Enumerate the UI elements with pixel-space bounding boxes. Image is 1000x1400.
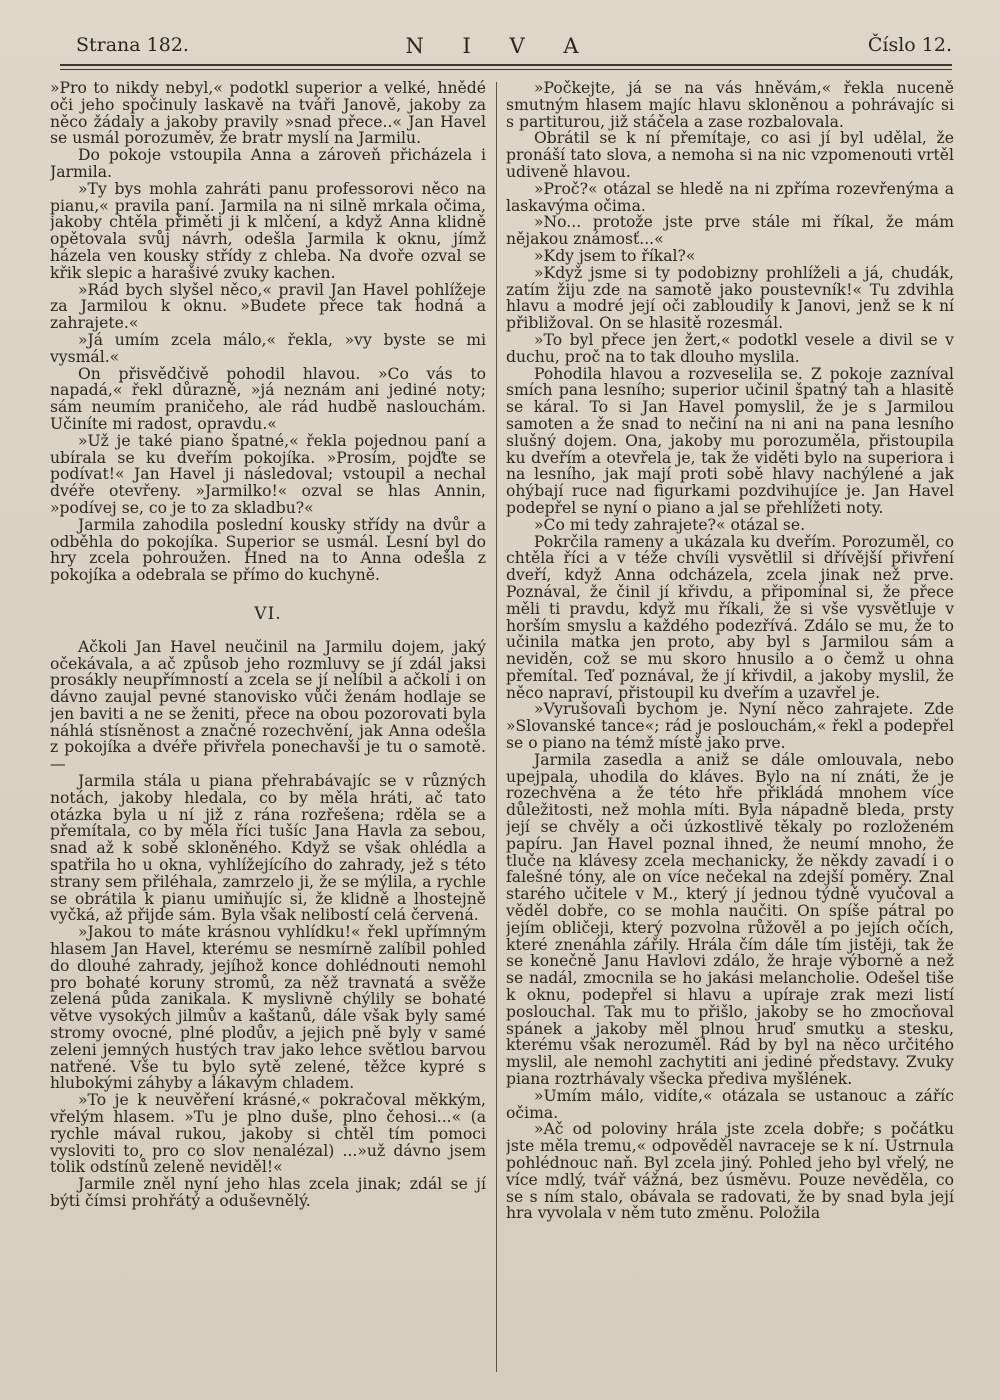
paragraph: Ačkoli Jan Havel neučinil na Jarmilu dojem, jaký očekávala, a ač způsob jeho rozmluvy se jí zdál jaksi prosákly neupřímností a zcela se jí nelíbil a ačkoli i on dávno zaujal pevné stanovisko vůči ženám hodlaje se jen baviti a ne se ženiti, přece na obou pozorovati byla náhlá stísněnost a značné rozechvění, jak Anna odešla z pokojíka a dvéře přivřela ponechavši je tu o samotě. — (50, 637, 486, 774)
paragraph: »Počkejte, já se na vás hněvám,« řekla nuceně smutným hlasem majíc hlavu skloněnou a pohrávajíc si s partiturou, již stáčela a zase rozbalovala. (506, 80, 954, 131)
paragraph: »Proč?« otázal se hledě na ni zpříma rozevřenýma a laskavýma očima. (506, 179, 954, 215)
paragraph: Jarmila zahodila poslední kousky střídy na dvůr a odběhla do pokojíka. Superior se usmál. Lesní byl do hry zcela pohroužen. Hned na to Anna odešla z pokojíka a odebrala se přímo do kuchyně. (50, 515, 486, 585)
paragraph: Jarmila zasedla a aniž se dále omlouvala, nebo upejpala, uhodila do kláves. Bylo na ní znáti, že je rozechvěna a že této hře přikládá mnohem více důležitosti, než mohla míti. Byla nápadně bleda, prsty její se chvěly a oči úzkostlivě těkaly po rozloženém papíru. Jan Havel poznal ihned, že neumí mnoho, že tluče na klávesy zcela mechanicky, že někdy zavadí i o falešné tóny, ale on více nečekal na zdejší poměry. Znal starého učitele v M., který jí jednou týdně vyučoval a věděl dobře, co se mohla naučiti. On spíše pátral po jejím obličeji, který pozvolna růžověl a po jejích očích, které znenáhla zářily. Hrála čím dále tím jistěji, tak že se konečně Janu Havlovi zdálo, že hraje výborně a než se nadál, zmocnila se ho jakási melancholie. Odešel tiše k oknu, podepřel si hlavu a upíraje zrak mezi listí poslouchal. Tak mu to přišlo, jakoby se ho zmocňoval spánek a jakoby měl plnou hruď smutku a stesku, kterému však nerozuměl. Rád by byl na něco určitého myslil, ale nemohl zachytiti ani jediné představy. Zvuky piana roztrhávaly všecka předivа myšlének. (506, 750, 954, 1089)
paragraph: »Kdy jsem to říkal?« (534, 246, 696, 265)
paragraph: »Jakou to máte krásnou vyhlídku!« řekl upřímným hlasem Jan Havel, kterému se nesmírně zalíbil pohled do dlouhé zahrady, jejíhož konce dohlédnouti nemohl pro bohaté koruny stromů, za něž travnatá a svěže zelená půda zanikala. K myslivně chýlily se bohaté větve vysokých jilmův a kaštanů, dále však byly samé stromy ovocné, plné plodův, a jejich pně byly v samé zeleni jemných hustých trav jako lehce světlou barvou natřené. Vše tu bylo sytě zelené, těžce kypré s hlubokými záhyby a lákavým chladem. (50, 923, 486, 1093)
paragraph: Obrátil se k ní přemítaje, co asi jí byl udělal, že pronáší tato slova, a nemoha si na nic vzpomenouti vrtěl udiveně hlavou. (506, 129, 954, 181)
paragraph: »Vyrušovali bychom je. Nyní něco zahrajete. Zde »Slovanské tance«; rád je poslouchám,« řekl a podepřel se o piano na témž místě jako prve. (506, 700, 954, 753)
paragraph: Pohodila hlavou a rozveselila se. Z pokoje zazníval smích pana lesního; superior učinil špatný tah a hlasitě se káral. To si Jan Havel pomyslil, že je s Jarmilou samoten a že snad to nečiní na ni ani na pana lesního slušný dojem. Ona, jakoby mu porozuměla, přistoupila ku dveřím a otevřela je, tak že viděti bylo na superiora i na lesního, jak mají proti sobě hlavy nachýlené a jak ohýbají ruce nad figurkami pozdvihujíce je. Jan Havel podepřel se nyní o piano a jal se přehlížeti noty. (506, 364, 954, 517)
page-header (48, 30, 952, 64)
paragraph: »Já umím zcela málo,« řekla, »vy byste se mi vysmál.« (50, 330, 486, 366)
paragraph: »Pro to nikdy nebyl,« podotkl superior a velké, hnědé oči jeho spočinuly laskavě na tváři Janově, jakoby za něco žádaly a jakoby pravily »snad přece..« Jan Havel se usmál porozuměv, že bratr myslí na Jarmilu. (50, 80, 486, 148)
paragraph: »Rád bych slyšel něco,« pravil Jan Havel pohlížeje za Jarmilou k oknu. »Budete přece tak hodná a zahrajete.« (50, 280, 486, 333)
paragraph: On přisvědčivě pohodil hlavou. »Co vás to napadá,« řekl důrazně, »já neznám ani jediné noty; sám neumím praničeho, ale rád hudbě naslouchám. Učiníte mi radost, opravdu.« (50, 364, 486, 433)
right-column (506, 80, 954, 1380)
paragraph: Pokrčila rameny a ukázala ku dveřím. Porozuměl, co chtěla říci a v téže chvíli vysvětlil si dřívější přivření dveří, když Anna odcházela, zcela jinak než prve. Poznával, že činil jí křivdu, a připomínal si, že přece měli ti pravdu, když mu říkali, že si vše vysvětluje v horším smyslu a každého podezřívá. Zdálo se mu, že to učinila matka jen proto, aby byl s Jarmilou sám a neviděn, což se mu skoro hnusilo a o čemž u ohna přemítal. Teď poznával, že jí křivdil, a jakoby myslil, že něco napraví, přistoupil ku dveřím a uzavřel je. (506, 532, 954, 702)
column-divider (496, 82, 497, 1372)
paragraph: »Co mi tedy zahrajete?« otázal se. (534, 515, 806, 534)
left-column (50, 80, 486, 1380)
paragraph: »To je k neuvěření krásné,« pokračoval měkkým, vřelým hlasem. »Tu je plno duše, plno čehosi...« (a rychle mával rukou, jakoby si chtěl tím pomoci vysloviti to, pro co slov nenalézal) ...»už dávno jsem tolik odstínů zeleně neviděl!« (50, 1091, 486, 1177)
header-rule-thin (60, 69, 952, 70)
section-heading: VI. (254, 603, 282, 624)
paragraph: Jarmila stála u piana přehrabávajíc se v různých notách, jakoby hledala, co by měla hráti, ač tato otázka byla u ní již z rána rozřešena; rděla se a přemítala, co by měla říci tušíc Jana Havla za sebou, snad až k sobě skloněného. Když se však ohlédla a spatřila ho u okna, vyhlížejícího do zahrady, jež s této strany sem přiléhala, zamrzelo ji, že se mýlila, a rychle se obrátila k pianu umiňujíc si, že klidně a lhostejně vyčká, až přijde sám. Byla však nelibostí celá červená. (50, 772, 486, 925)
paragraph: »Umím málo, vidíte,« otázala se ustanouc a záříc očima. (506, 1086, 954, 1122)
paragraph: Do pokoje vstoupila Anna a zároveň přicházela i Jarmila. (50, 146, 486, 181)
paragraph: »Když jsme si ty podobizny prohlíželi a já, chudák, zatím žiju zde na samotě jako poustevník!« Tu zdvihla hlavu a modré její oči zabloudily k Janovi, jenž se k ní přibližoval. On se hlasitě rozesmál. (506, 263, 954, 333)
paragraph: Jarmile zněl nyní jeho hlas zcela jinak; zdál se jí býti čímsi prohřátý a oduševnělý. (50, 1175, 486, 1210)
paragraph: »Ač od poloviny hrála jste zcela dobře; s počátku jste měla tremu,« odpověděl navraceje se k ní. Ustrnula pohlédnouc naň. Byl zcela jiný. Pohled jeho byl vřelý, ne více mdlý, tvář vážná, bez úsměvu. Pouze nevěděla, co se s ním stalo, obávala se radovati, že by snad byla její hra vyvolala v něm tuto změnu. Položila (506, 1120, 954, 1223)
paragraph: »Ty bys mohla zahráti panu professorovi něco na pianu,« pravila paní. Jarmila na ni silně mrkala očima, jakoby chtěla přiměti ji k mlčení, a když Anna klidně opětovala svůj návrh, odešla Jarmila k oknu, jímž házela ven kousky střídy z chleba. Na dvoře ozval se křik slepic a harašivé zvuky kachen. (50, 179, 486, 282)
journal-title: N I V A (405, 34, 595, 58)
paragraph: »Už je také piano špatné,« řekla pojednou paní a ubírala se ku dveřím pokojíka. »Prosím, pojďte se podívat!« Jan Havel ji následoval; vstoupil a nechal dvéře otevřeny. »Jarmilko!« ozval se hlas Annin, »podívej se, co je to za skladbu?« (50, 431, 486, 517)
paragraph: »No... protože jste prve stále mi říkal, že mám nějakou známosť...« (506, 213, 954, 249)
issue-number: Číslo 12. (867, 34, 952, 56)
paragraph: »To byl přece jen žert,« podotkl vesele a divil se v duchu, proč na to tak dlouho myslila. (506, 330, 954, 366)
header-rule (60, 64, 952, 66)
page-number: Strana 182. (76, 34, 189, 56)
